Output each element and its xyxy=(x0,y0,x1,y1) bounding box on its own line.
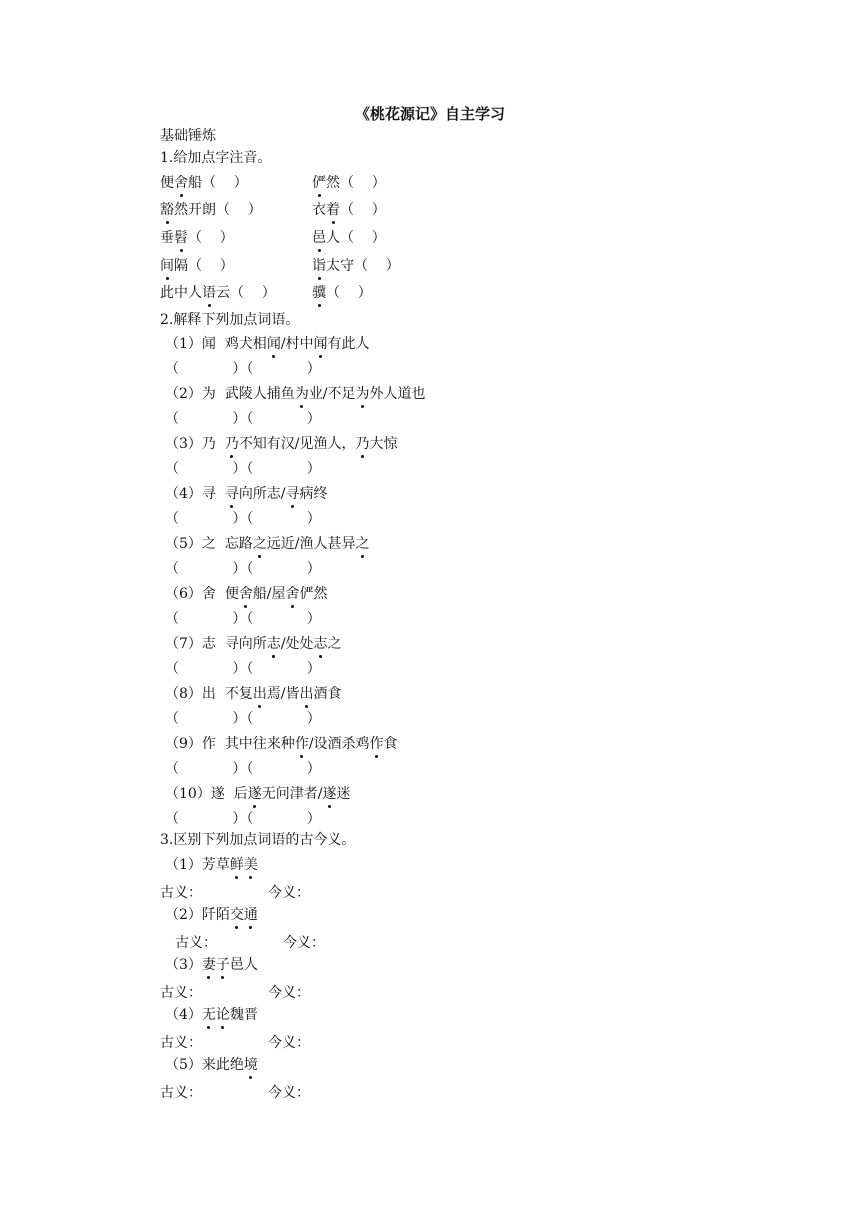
q2-item xyxy=(165,534,370,554)
sentence-text: 迷 xyxy=(336,786,351,802)
sentence-text: 便 xyxy=(224,586,239,602)
q2-item xyxy=(165,384,426,404)
word-text: 衣 xyxy=(312,202,326,218)
sentence-text: 芳草 xyxy=(201,857,230,873)
sentence-text: /设酒杀鸡 xyxy=(308,736,370,752)
sentence-text: 寻向所 xyxy=(224,636,267,652)
q2-item xyxy=(165,684,342,704)
sentence-text: 食 xyxy=(383,736,398,752)
q2-item xyxy=(165,584,328,604)
item-label: （9）作 xyxy=(165,736,225,752)
sentence-text: 病终 xyxy=(299,486,328,502)
dotted-char: 志 xyxy=(266,636,281,652)
dotted-char: 舍 xyxy=(238,586,253,602)
dotted-char: 闻 xyxy=(313,336,328,352)
dotted-char: 俨 xyxy=(312,175,326,191)
pinyin-item xyxy=(312,256,400,276)
dotted-char: 髫 xyxy=(174,230,188,246)
dotted-char: 乃 xyxy=(355,436,370,452)
sentence-text: 外人道也 xyxy=(369,386,426,402)
modern-meaning-label: 今义： xyxy=(268,1035,310,1051)
sentence-text: 业/不足 xyxy=(308,386,356,402)
word-text: 此中人 xyxy=(160,285,202,301)
pinyin-item xyxy=(160,200,262,220)
dotted-char: 舍 xyxy=(285,586,300,602)
ancient-meaning-label: 古义： xyxy=(160,1085,202,1101)
pinyin-item xyxy=(312,200,386,220)
dotted-char: 着 xyxy=(326,202,340,218)
dotted-char: 寻 xyxy=(285,486,300,502)
q3-item xyxy=(165,1055,258,1075)
ancient-meaning-label: 古义： xyxy=(160,1035,202,1051)
modern-meaning-label: 今义： xyxy=(268,885,310,901)
answer-blank: 人（ ） xyxy=(326,230,386,246)
q2-item xyxy=(165,734,398,754)
answer-blank: （ ） xyxy=(340,202,386,218)
dotted-char: 乃 xyxy=(224,436,239,452)
answer-blank: （ ） xyxy=(326,285,372,301)
sentence-text: 之 xyxy=(327,636,342,652)
item-label: （5） xyxy=(165,1057,202,1073)
dotted-char: 之 xyxy=(355,536,370,552)
pinyin-item xyxy=(160,283,276,303)
dotted-char: 邑 xyxy=(312,230,326,246)
sentence-text: 远近/渔人甚异 xyxy=(266,536,356,552)
q3-item xyxy=(165,855,258,875)
answer-blank: （ ） xyxy=(188,230,234,246)
dotted-char: 遂 xyxy=(247,786,262,802)
sentence-text: 武陵人捕鱼 xyxy=(224,386,295,402)
ancient-meaning-label: 古义： xyxy=(160,885,202,901)
sentence-text: 大惊 xyxy=(369,436,398,452)
modern-meaning-label: 今义： xyxy=(268,985,310,1001)
dotted-char: 出 xyxy=(299,686,314,702)
dotted-char: 鲜 xyxy=(229,857,244,873)
q3-item xyxy=(165,905,258,925)
dotted-char: 语 xyxy=(202,285,216,301)
dotted-char: 通 xyxy=(243,907,258,923)
item-label: （4）寻 xyxy=(165,486,225,502)
pinyin-item xyxy=(160,228,234,248)
item-label: （10）遂 xyxy=(165,786,234,802)
answer-blanks: （ ）（ ） xyxy=(165,361,321,377)
item-label: （4） xyxy=(165,1007,202,1023)
dotted-char: 之 xyxy=(252,536,267,552)
q2-item xyxy=(165,784,350,804)
pinyin-item xyxy=(160,256,234,276)
word-text: 垂 xyxy=(160,230,174,246)
answer-blank: 云（ ） xyxy=(216,285,276,301)
sentence-text: /村中 xyxy=(280,336,314,352)
item-label: （2） xyxy=(165,907,202,923)
q2-item xyxy=(165,484,328,504)
ancient-meaning-label: 古义： xyxy=(175,935,217,951)
item-label: （1）闻 xyxy=(165,336,225,352)
answer-blanks: （ ）（ ） xyxy=(165,761,321,777)
dotted-char: 闻 xyxy=(266,336,281,352)
answer-blanks: （ ）（ ） xyxy=(165,711,321,727)
pinyin-item xyxy=(160,173,248,193)
dotted-char: 为 xyxy=(294,386,309,402)
dotted-char: 妻 xyxy=(201,957,216,973)
sentence-text: 不复 xyxy=(224,686,253,702)
answer-blanks: （ ）（ ） xyxy=(165,661,321,677)
sentence-text: 阡陌 xyxy=(201,907,230,923)
dotted-char: 为 xyxy=(355,386,370,402)
q2-prompt: 2.解释下列加点词语。 xyxy=(160,312,300,328)
dotted-char: 志 xyxy=(313,636,328,652)
dotted-char: 子 xyxy=(215,957,230,973)
sentence-text: 不知有汉/见渔人， xyxy=(238,436,356,452)
dotted-char: 出 xyxy=(252,686,267,702)
item-label: （5）之 xyxy=(165,536,225,552)
dotted-char: 作 xyxy=(294,736,309,752)
item-label: （8）出 xyxy=(165,686,225,702)
q3-item xyxy=(165,955,258,975)
answer-blanks: （ ）（ ） xyxy=(165,461,321,477)
q2-item xyxy=(165,334,370,354)
ancient-meaning-label: 古义： xyxy=(160,985,202,1001)
sentence-text: /处处 xyxy=(280,636,314,652)
item-label: （6）舍 xyxy=(165,586,225,602)
dotted-char: 舍 xyxy=(174,175,188,191)
dotted-char: 诣 xyxy=(312,258,326,274)
pinyin-item xyxy=(312,283,372,303)
dotted-char: 美 xyxy=(243,857,258,873)
answer-blank: 然（ ） xyxy=(326,175,386,191)
answer-blank: 然开朗（ ） xyxy=(174,202,262,218)
sentence-text: 邑人 xyxy=(229,957,258,973)
item-label: （3） xyxy=(165,957,202,973)
item-label: （1） xyxy=(165,857,202,873)
sentence-text: 船/屋 xyxy=(252,586,286,602)
dotted-char: 境 xyxy=(243,1057,258,1073)
page-title: 《桃花源记》自主学习 xyxy=(354,105,505,123)
sentence-text: 其中往来种 xyxy=(224,736,295,752)
item-label: （3）乃 xyxy=(165,436,225,452)
dotted-char: 间 xyxy=(160,258,174,274)
sentence-text: 来此绝 xyxy=(201,1057,244,1073)
pinyin-item xyxy=(312,173,386,193)
sentence-text: 俨然 xyxy=(299,586,328,602)
answer-blanks: （ ）（ ） xyxy=(165,511,321,527)
answer-blanks: （ ）（ ） xyxy=(165,411,321,427)
dotted-char: 豁 xyxy=(160,202,174,218)
sentence-text: 魏晋 xyxy=(229,1007,258,1023)
sentence-text: 向所志/ xyxy=(238,486,286,502)
answer-blank: 船（ ） xyxy=(188,175,248,191)
dotted-char: 遂 xyxy=(322,786,337,802)
item-label: （7）志 xyxy=(165,636,225,652)
q2-item xyxy=(165,434,398,454)
answer-blanks: （ ）（ ） xyxy=(165,811,321,827)
word-text: 便 xyxy=(160,175,174,191)
sentence-text: 忘路 xyxy=(224,536,253,552)
answer-blank: 太守（ ） xyxy=(326,258,400,274)
q3-item xyxy=(165,1005,258,1025)
q2-item xyxy=(165,634,342,654)
dotted-char: 交 xyxy=(229,907,244,923)
modern-meaning-label: 今义： xyxy=(283,935,325,951)
dotted-char: 骥 xyxy=(312,285,326,301)
item-label: （2）为 xyxy=(165,386,225,402)
answer-blanks: （ ）（ ） xyxy=(165,561,321,577)
q3-prompt: 3.区别下列加点词语的古今义。 xyxy=(160,832,356,848)
dotted-char: 无 xyxy=(201,1007,216,1023)
pinyin-item xyxy=(312,228,386,248)
dotted-char: 作 xyxy=(369,736,384,752)
answer-blank: 隔（ ） xyxy=(174,258,234,274)
q1-prompt: 1.给加点字注音。 xyxy=(160,150,272,166)
sentence-text: 焉/皆 xyxy=(266,686,300,702)
dotted-char: 寻 xyxy=(224,486,239,502)
sentence-text: 有此人 xyxy=(327,336,370,352)
dotted-char: 论 xyxy=(215,1007,230,1023)
sentence-text: 后 xyxy=(233,786,248,802)
sentence-text: 鸡犬相 xyxy=(224,336,267,352)
answer-blanks: （ ）（ ） xyxy=(165,611,321,627)
modern-meaning-label: 今义： xyxy=(268,1085,310,1101)
sentence-text: 无问津者/ xyxy=(261,786,323,802)
section-heading: 基础锤炼 xyxy=(160,128,216,144)
sentence-text: 酒食 xyxy=(313,686,342,702)
